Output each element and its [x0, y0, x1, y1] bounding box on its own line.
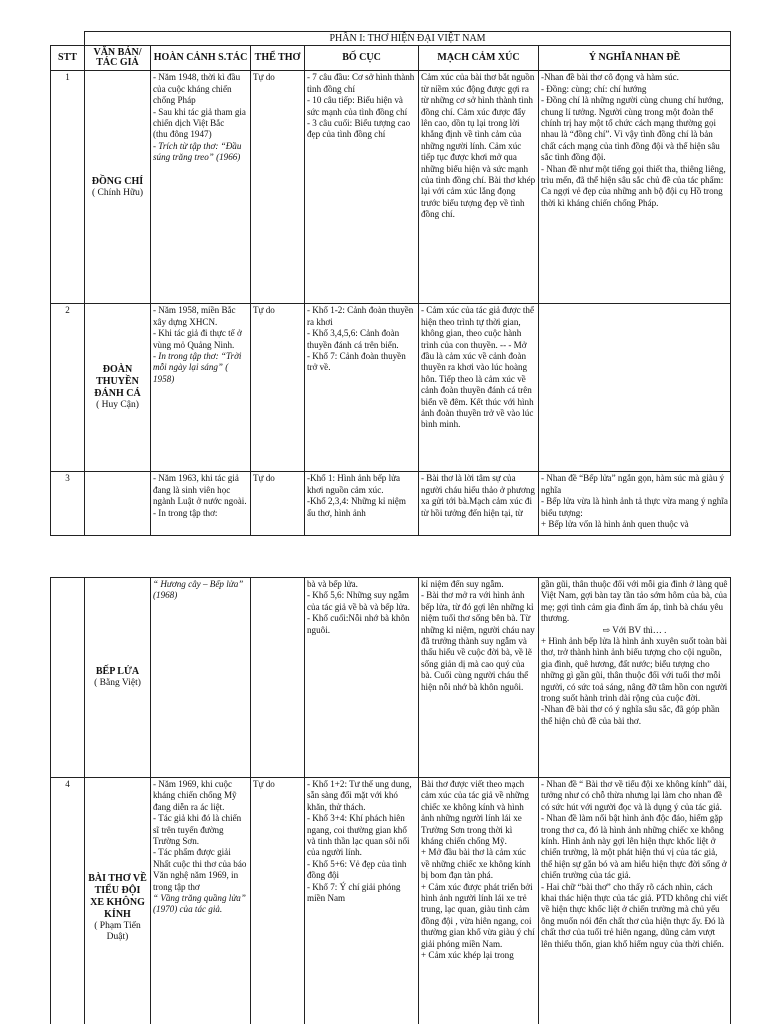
meaning-line: - Đồng chí là những người cùng chung chí hướng, chung lí tưởng. Người cùng trong một đoàn thể chính trị hay một tổ chức cách mạng thường gọi nhau là “đồng chí”. Vì vậy tình đồng chí là bản chất cách mạng của tình đồng đội và thể hiện sâu sắc tình đồng đội.	[541, 95, 724, 163]
meaning-cell	[539, 472, 731, 536]
structure-line: - Khổ 3+4: Khí phách hiên ngang, coi thường gian khổ và tinh thần lạc quan sôi nổi của người lính.	[307, 813, 410, 858]
context-line: - Năm 1969, khi cuộc kháng chiến chống Mỹ đang diễn ra ác liệt.	[153, 779, 237, 812]
structure-line: - Khổ 3,4,5,6: Cảnh đoàn thuyền đánh cá trên biển.	[307, 328, 400, 350]
context-cell	[151, 71, 251, 304]
emotion-cell	[419, 304, 539, 472]
work-cell	[85, 304, 151, 472]
emotion-line: + Mở đầu bài thơ là cảm xúc về những chiếc xe không kính bị bom đạn tàn phá.	[421, 847, 531, 881]
meaning-line: - Bếp lửa vừa là hình ảnh tả thực vừa mang ý nghĩa biểu tượng:	[541, 496, 728, 518]
context-line: (thu đông 1947)	[153, 129, 212, 140]
context-line: - Trích từ tập thơ: “Đầu súng trăng treo” (1966)	[153, 140, 242, 163]
emotion-line: - Bài thơ mở ra với hình ảnh bếp lửa, từ đó gợi lên những kỉ niệm tuổi thơ sống bên bà. Từ những kỉ niệm, người cháu nay đã trưởng thành suy ngẫm và thấu hiểu về cuộc đời bà, về lẽ sống giản dị mà cao quý của bà. Cuối cùng người cháu thể hiện nỗi nhớ bà khôn nguôi.	[421, 590, 535, 692]
work-cell	[85, 778, 151, 1024]
structure-cell	[305, 472, 419, 536]
work-title: ĐỒNG CHÍ	[91, 175, 144, 187]
emotion-line: kỉ niệm đến suy ngẫm.	[421, 579, 504, 589]
work-author: ( Huy Cận)	[96, 400, 139, 411]
row-stt: 3	[51, 472, 85, 536]
emotion-line: - Cảm xúc của tác giả được thể hiện theo trình tự thời gian, không gian, theo cuộc hành trình của con thuyền. -- - Mở đầu là cảm xúc về cảnh đoàn thuyền ra khơi vào lúc hoàng hôn. Tiếp theo là cảm xúc về cảnh đoàn thuyền đánh cá trên biển về đêm. Kết thúc với hình ảnh đoàn thuyền trở về vào lúc bình minh.	[421, 305, 535, 430]
form-cell	[251, 578, 305, 778]
context-line: - In trong tập thơ: “Trời mỗi ngày lại sáng” ( 1958)	[153, 351, 242, 384]
meaning-line: + Bếp lửa vốn là hình ảnh quen thuộc và	[541, 519, 689, 530]
emotion-cell	[419, 578, 539, 778]
header-work: VĂN BẢN/ TÁC GIẢ	[85, 46, 151, 71]
structure-line: - Khổ 1+2: Tư thế ung dung, sẵn sàng đối mặt với khó khăn, thử thách.	[307, 779, 412, 812]
header-context: HOÀN CẢNH S.TÁC	[151, 46, 251, 71]
context-line: - Tác phẩm được giải Nhất cuộc thi thơ của báo Văn nghệ năm 1969, in trong tập thơ	[153, 847, 247, 892]
context-line: - In trong tập thơ:	[153, 507, 218, 518]
structure-line: bà và bếp lửa.	[307, 579, 358, 589]
meaning-cell	[539, 778, 731, 1024]
meaning-line: -Nhan đề bài thơ cô đọng và hàm súc.	[541, 72, 679, 83]
table-row	[51, 778, 731, 1024]
context-line: “ Vầng trăng quầng lửa” (1970) của tác giả.	[153, 893, 246, 915]
header-form: THỂ THƠ	[251, 46, 305, 71]
work-title: BÀI THƠ VỀ TIỂU ĐỘI XE KHÔNG KÍNH	[88, 872, 147, 920]
work-title: ĐOÀN THUYỀN ĐÁNH CÁ	[94, 364, 141, 400]
emotion-cell	[419, 778, 539, 1024]
meaning-cell	[539, 578, 731, 778]
header-structure: BỐ CỤC	[305, 46, 419, 71]
context-line: - Sau khi tác giả tham gia chiến dịch Việt Bắc	[153, 106, 246, 129]
meaning-line: + Hình ảnh bếp lửa là hình ảnh xuyên suốt toàn bài thơ, trở thành hình ảnh biểu tượng cho cội nguồn, gia đình, quê hương, đất nước; biểu tượng cho những gì gần gũi, thân thuộc đối với tuổi thơ mỗi người, có sức toả sáng, nâng đỡ tâm hồn con người trong suốt hành trình dài rộng của cuộc đời.	[541, 636, 728, 704]
structure-line: - Khổ 5,6: Những suy ngẫm của tác giả về bà và bếp lửa.	[307, 590, 410, 612]
structure-line: - Khổ 1-2: Cảnh đoàn thuyền ra khơi	[307, 305, 414, 327]
header-stt: STT	[51, 46, 85, 71]
structure-line: - 10 câu tiếp: Biểu hiện và sức mạnh của tình đồng chí	[307, 95, 408, 117]
row-stt: 4	[51, 778, 85, 1024]
structure-line: - 3 câu cuối: Biểu tượng cao đẹp của tình đồng chí	[307, 118, 411, 140]
meaning-line: - Nhan đề làm nổi bật hình ảnh độc đáo, hiếm gặp trong thơ ca, đó là hình ảnh những chiếc xe không kính. Hình ảnh này gợi lên hiện thực khốc liệt ở chiến trường, là một phát hiện thú vị của tác giả, thể hiện sự gắn bó và am hiểu hiện thực đời sống ở chiến trường của tác giả.	[541, 813, 727, 881]
form-cell: Tự do	[251, 472, 305, 536]
header-title-meaning: Ý NGHĨA NHAN ĐỀ	[539, 46, 731, 71]
work-cell	[85, 578, 151, 778]
structure-cell	[305, 304, 419, 472]
context-cell	[151, 472, 251, 536]
row-stt: 2	[51, 304, 85, 472]
context-cell	[151, 304, 251, 472]
title-spacer-left	[51, 32, 85, 46]
meaning-line: - Đồng: cùng; chí: chí hướng	[541, 83, 647, 94]
emotion-cell	[419, 472, 539, 536]
work-author: ( Bằng Việt)	[94, 678, 141, 688]
structure-line: -Khổ 2,3,4: Những kỉ niệm ấu thơ, hình ảnh	[307, 496, 406, 518]
work-author: ( Phạm Tiến Duật)	[94, 920, 141, 942]
meaning-line: - Nhan đề “Bếp lửa” ngắn gọn, hàm súc mà giàu ý nghĩa	[541, 473, 725, 495]
emotion-cell	[419, 71, 539, 304]
header-emotion: MẠCH CẢM XÚC	[419, 46, 539, 71]
meaning-line: - Nhan đề “ Bài thơ về tiểu đội xe không kính” dài, tưởng như có chỗ thừa nhưng lại làm cho nhan đề có sức hút với người đọc và là dụng ý của tác giả.	[541, 779, 727, 812]
emotion-line: + Cảm xúc khép lại trong	[421, 950, 514, 961]
context-line: - Năm 1948, thời kì đầu của cuộc kháng chiến chống Pháp	[153, 72, 241, 106]
context-line: - Năm 1963, khi tác giả đang là sinh viên học ngành Luật ở nước ngoài.	[153, 473, 247, 507]
structure-cell	[305, 578, 419, 778]
emotion-line: + Cảm xúc được phát triển bởi hình ảnh người lính lái xe trẻ trung, lạc quan, giàu tình cảm đồng đội , vừa hiên ngang, coi thường gian khổ vừa giàu ý chí giải phóng miền Nam.	[421, 881, 535, 949]
context-line: - Năm 1958, miền Bắc xây dựng XHCN.	[153, 305, 236, 327]
meaning-cell	[539, 304, 731, 472]
context-cell	[151, 778, 251, 1024]
context-line: - Khi tác giả đi thực tế ở vùng mỏ Quảng Ninh.	[153, 328, 242, 350]
structure-line: - 7 câu đầu: Cơ sở hình thành tình đồng chí	[307, 72, 415, 94]
meaning-line: -Nhan đề bài thơ có ý nghĩa sâu sắc, đã góp phần thể hiện chủ đề của bài thơ.	[541, 704, 720, 726]
structure-cell	[305, 778, 419, 1024]
poetry-table-part-1	[50, 31, 731, 536]
poetry-table-part-2	[50, 577, 731, 1024]
form-cell: Tự do	[251, 778, 305, 1024]
work-cell	[85, 472, 151, 536]
meaning-line: gần gũi, thân thuộc đối với mỗi gia đình ở làng quê Việt Nam, gợi bàn tay tần tảo sớm hôm của bà, của mẹ; gợi tình cảm gia đình ấm áp, tình bà cháu yêu thương.	[541, 579, 728, 624]
emotion-line: Bài thơ được viết theo mạch cảm xúc của tác giả về những chiếc xe không kính và hình ảnh những người lính lái xe Trường Sơn trong thời kì kháng chiến chống Mỹ.	[421, 779, 529, 847]
emotion-line: - Bài thơ là lời tâm sự của người cháu hiếu thảo ở phương xa gửi tới bà.Mạch cảm xúc đi từ hồi tưởng đến hiện tại, từ	[421, 473, 535, 518]
form-cell: Tự do	[251, 304, 305, 472]
meaning-line: - Hai chữ “bài thơ” cho thấy rõ cách nhìn, cách khai thác hiện thực của tác giả. PTD không chỉ viết về hiện thực khốc liệt ở chiến trường mà chủ yếu ông muốn nói đến chất thơ của hiện thực ấy. Đó là chất thơ của tuổi trẻ hiên ngang, dũng cảm vượt lên thiếu thốn, gian khổ hiểm nguy của thời chiến.	[541, 881, 728, 949]
row-stt: 1	[51, 71, 85, 304]
work-cell	[85, 71, 151, 304]
emotion-line: Cảm xúc của bài thơ bắt nguồn từ niềm xúc động được gợi ra từ những cơ sở hình thành tình đồng chí. Cảm xúc được đẩy lên cao, dồn tụ lại trong lời khẳng định về tình cảm của những người lính. Cảm xúc tiếp tục được khơi mở qua những biểu hiện và sức mạnh của tình đồng chí. Bài thơ khép lại với cảm xúc lắng đọng trước biểu tượng đẹp về tình đồng chí.	[421, 72, 536, 220]
structure-cell	[305, 71, 419, 304]
context-line: - Tác giả khi đó là chiến sĩ trên tuyến đường Trường Sơn.	[153, 813, 242, 847]
structure-line: - Khổ cuối:Nỗi nhớ bà khôn nguôi.	[307, 613, 410, 635]
meaning-line: - Nhan đề như một tiếng gọi thiết tha, thiêng liêng, trìu mến, đã thể hiện sâu sắc chủ đề của tác phẩm: Ca ngợi vẻ đẹp của những anh bộ đội cụ Hồ trong thời kì kháng chiến chống Pháp.	[541, 163, 726, 208]
context-cell	[151, 578, 251, 778]
form-cell: Tự do	[251, 71, 305, 304]
row-stt	[51, 578, 85, 778]
section-title: PHẦN I: THƠ HIỆN ĐẠI VIỆT NAM	[85, 32, 731, 46]
structure-line: -Khổ 1: Hình ảnh bếp lửa khơi nguồn cảm xúc.	[307, 473, 401, 495]
structure-line: - Khổ 5+6: Vẻ đẹp của tình đồng đội	[307, 858, 407, 881]
work-author: ( Chính Hữu)	[91, 187, 144, 198]
context-line: “ Hương cây – Bếp lửa” (1968)	[153, 579, 244, 601]
table-row	[51, 578, 731, 778]
structure-line: - Khổ 7: Cảnh đoàn thuyền trở về.	[307, 351, 406, 373]
work-title: BẾP LỬA	[95, 666, 140, 677]
table-row	[51, 304, 731, 472]
structure-line: - Khổ 7: Ý chí giải phóng miền Nam	[307, 881, 401, 904]
table-row	[51, 472, 731, 536]
meaning-line: ⇨ Với BV thì… .	[602, 624, 667, 635]
meaning-cell	[539, 71, 731, 304]
table-row	[51, 71, 731, 304]
